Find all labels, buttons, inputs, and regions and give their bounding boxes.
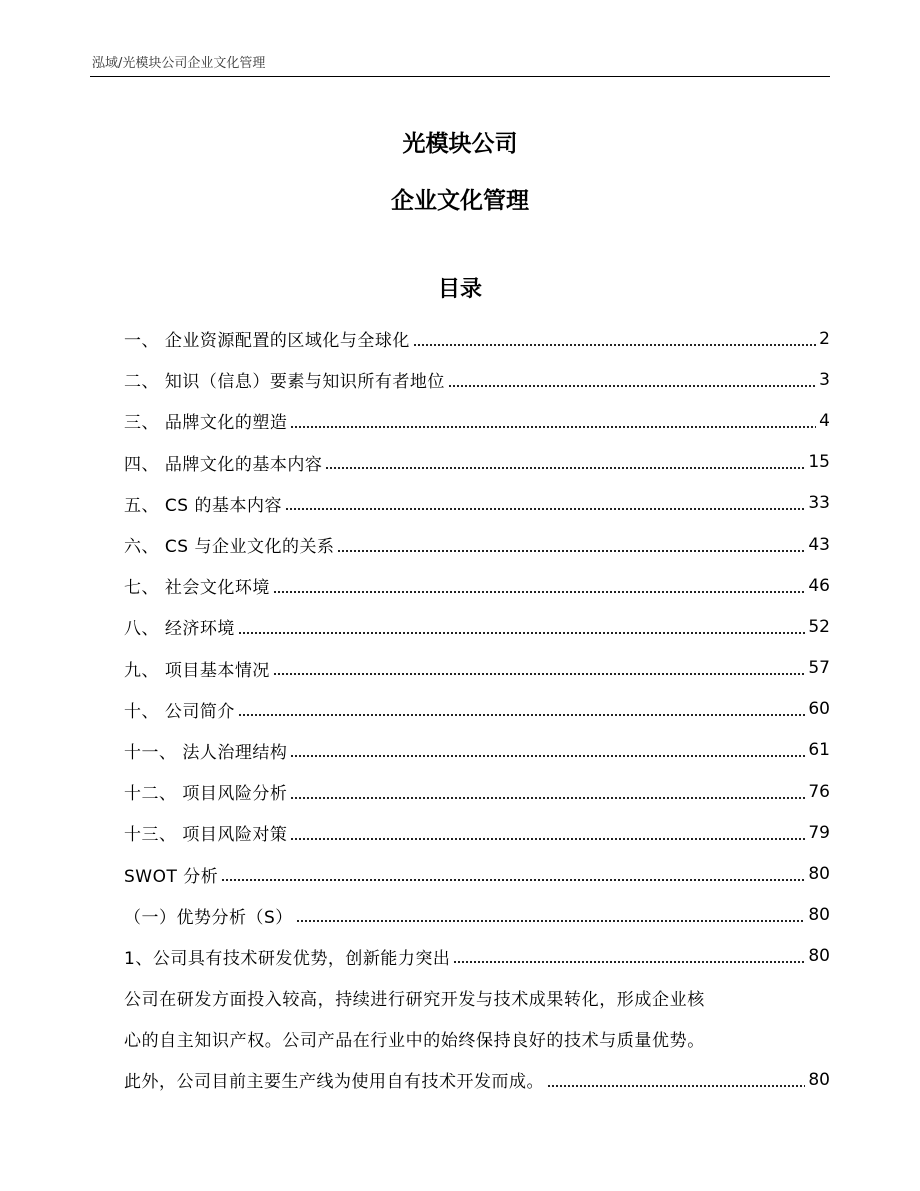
toc-entry-label: 三、 品牌文化的塑造 (124, 413, 288, 434)
toc-entry-label: 十一、 法人治理结构 (124, 742, 288, 763)
dot-leader (221, 879, 805, 881)
dot-leader (413, 344, 816, 346)
toc-entry-page: 15 (808, 452, 830, 473)
toc-entry[interactable] (124, 895, 830, 936)
toc-entry[interactable] (124, 812, 830, 853)
dot-leader (290, 426, 816, 428)
dot-leader (290, 797, 805, 799)
dot-leader (238, 714, 805, 716)
toc-entry-label: 七、 社会文化环境 (124, 578, 270, 599)
toc-entry[interactable] (124, 565, 830, 606)
toc-entry-label: SWOT 分析 (124, 866, 219, 887)
toc-entry-label: 十二、 项目风险分析 (124, 784, 288, 805)
dot-leader (290, 838, 805, 840)
toc-entry-page: 80 (808, 864, 830, 885)
toc-entry-label: 四、 品牌文化的基本内容 (124, 454, 323, 475)
toc-entry-page: 4 (819, 410, 830, 431)
toc-entry-page: 3 (819, 369, 830, 390)
toc-entry-page: 76 (808, 781, 830, 802)
toc-entry[interactable] (124, 1059, 830, 1100)
toc-wrapped-entry-line[interactable]: 公司在研发方面投入较高，持续进行研究开发与技术成果转化，形成企业核 (124, 990, 705, 1011)
toc-entry-label: （一）优势分析（S） (124, 907, 293, 928)
toc-entry[interactable] (124, 483, 830, 524)
toc-entry-page: 80 (808, 905, 830, 926)
toc-entry[interactable] (124, 771, 830, 812)
dot-leader (296, 920, 806, 922)
dot-leader (337, 550, 805, 552)
toc-entry-label: 此外，公司目前主要生产线为使用自有技术开发而成。 (124, 1072, 544, 1093)
toc-entry-label: 六、 CS 与企业文化的关系 (124, 537, 335, 558)
table-of-contents (124, 318, 830, 1101)
toc-entry[interactable] (124, 730, 830, 771)
header-divider (90, 76, 830, 77)
dot-leader (325, 467, 805, 469)
toc-wrapped-entry-line[interactable]: 心的自主知识产权。公司产品在行业中的始终保持良好的技术与质量优势。 (124, 1031, 705, 1052)
toc-entry-label: 十三、 项目风险对策 (124, 825, 288, 846)
toc-entry[interactable] (124, 853, 830, 894)
dot-leader (273, 673, 805, 675)
toc-entry-page: 43 (808, 534, 830, 555)
toc-entry[interactable] (124, 689, 830, 730)
dot-leader (448, 385, 816, 387)
toc-entry-label: 九、 项目基本情况 (124, 660, 270, 681)
toc-entry-page: 61 (808, 740, 830, 761)
document-title: 光模块公司 (402, 131, 518, 157)
toc-entry-label: 二、 知识（信息）要素与知识所有者地位 (124, 372, 445, 393)
toc-entry-page: 46 (808, 575, 830, 596)
dot-leader (273, 591, 805, 593)
toc-entry-label: 一、 企业资源配置的区域化与全球化 (124, 331, 410, 352)
toc-entry[interactable] (124, 400, 830, 441)
toc-entry-label: 八、 经济环境 (124, 619, 235, 640)
dot-leader (238, 632, 805, 634)
toc-entry[interactable] (124, 606, 830, 647)
dot-leader (453, 961, 805, 963)
toc-entry[interactable] (124, 318, 830, 359)
dot-leader (285, 508, 805, 510)
toc-entry[interactable] (124, 936, 830, 977)
toc-entry-page: 60 (808, 699, 830, 720)
running-header: 泓域/光模块公司企业文化管理 (92, 56, 266, 71)
toc-heading: 目录 (437, 277, 482, 302)
toc-entry-label: 五、 CS 的基本内容 (124, 495, 282, 516)
document-subtitle: 企业文化管理 (391, 188, 529, 214)
toc-entry-label: 1、公司具有技术研发优势，创新能力突出 (124, 948, 451, 969)
toc-entry[interactable] (124, 648, 830, 689)
dot-leader (547, 1085, 805, 1087)
toc-entry[interactable] (124, 442, 830, 483)
toc-entry-page: 2 (819, 328, 830, 349)
dot-leader (290, 755, 805, 757)
toc-entry-page: 80 (808, 946, 830, 967)
toc-entry-page: 79 (808, 822, 830, 843)
toc-entry-page: 52 (808, 616, 830, 637)
toc-entry[interactable] (124, 359, 830, 400)
toc-entry-page: 57 (808, 658, 830, 679)
toc-entry-label: 十、 公司简介 (124, 701, 235, 722)
toc-entry[interactable] (124, 524, 830, 565)
toc-entry-page: 80 (808, 1069, 830, 1090)
toc-entry-page: 33 (808, 493, 830, 514)
